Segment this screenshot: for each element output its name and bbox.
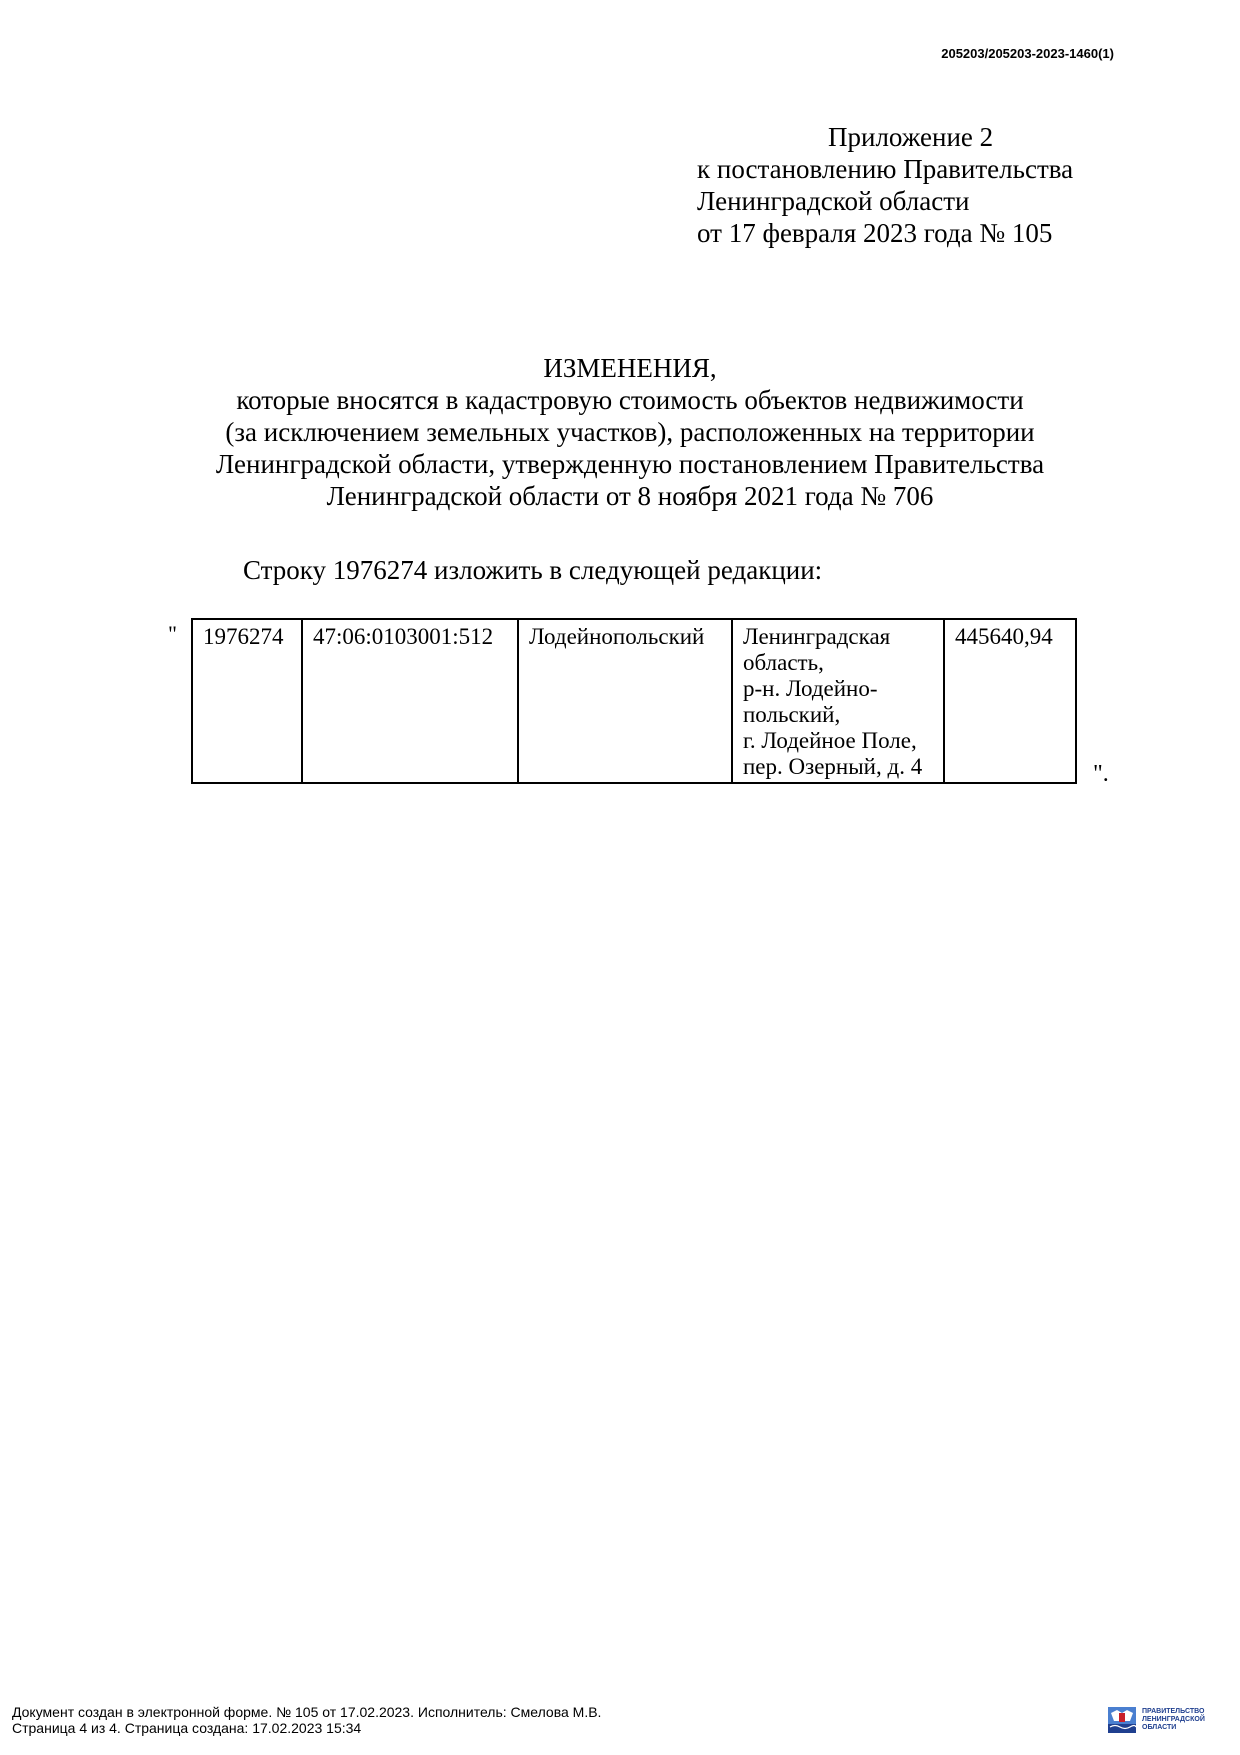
instruction-text: Строку 1976274 изложить в следующей редакции: <box>243 555 823 585</box>
government-logo <box>1108 1707 1205 1733</box>
closing-quote: ". <box>1093 761 1109 787</box>
logo-text-line: ОБЛАСТИ <box>1142 1724 1177 1731</box>
address-line: область, <box>743 650 824 675</box>
logo-text-line: ЛЕНИНГРАДСКОЙ <box>1142 1716 1205 1723</box>
logo-text-line: ПРАВИТЕЛЬСТВО <box>1142 1708 1205 1715</box>
cadastral-number-cell: 47:06:0103001:512 <box>302 619 518 783</box>
heading-subtitle-line: Ленинградской области от 8 ноября 2021 года № 706 <box>326 481 934 511</box>
heading-subtitle-line: (за исключением земельных участков), расположенных на территории <box>225 417 1035 447</box>
footer-line-page: Страница 4 из 4. Страница создана: 17.02.2023 15:34 <box>12 1720 362 1736</box>
table-row <box>192 619 1076 783</box>
heading-title: ИЗМЕНЕНИЯ, <box>543 353 717 383</box>
appendix-line-date: от 17 февраля 2023 года № 105 <box>697 218 1053 248</box>
appendix-header <box>697 121 1073 249</box>
appendix-line-resolution: к постановлению Правительства <box>697 154 1074 184</box>
district-cell: Лодейнопольский <box>518 619 732 783</box>
address-line: р-н. Лодейно- <box>743 676 878 701</box>
heading-subtitle-line: которые вносятся в кадастровую стоимость объектов недвижимости <box>236 385 1024 415</box>
coat-of-arms-icon <box>1108 1707 1136 1733</box>
heading-subtitle-line: Ленинградской области, утвержденную постановлением Правительства <box>215 449 1045 479</box>
opening-quote: " <box>168 621 177 646</box>
appendix-line-title: Приложение 2 <box>828 122 994 152</box>
address-cell <box>732 619 944 783</box>
logo-text <box>1142 1708 1205 1732</box>
address-line: Ленинградская <box>743 624 891 649</box>
document-footer <box>12 1704 601 1736</box>
changes-table <box>191 618 1077 784</box>
address-line: польский, <box>743 702 841 727</box>
cadastral-value-cell: 445640,94 <box>944 619 1076 783</box>
address-line: пер. Озерный, д. 4 <box>743 754 923 779</box>
footer-line-creation: Документ создан в электронной форме. № 105 от 17.02.2023. Исполнитель: Смелова М.В. <box>12 1704 602 1720</box>
row-number-cell: 1976274 <box>192 619 302 783</box>
document-heading <box>130 352 1130 512</box>
address-line: г. Лодейное Поле, <box>743 728 917 753</box>
appendix-line-region: Ленинградской области <box>697 186 970 216</box>
document-registration-number: 205203/205203-2023-1460(1) <box>941 46 1114 61</box>
